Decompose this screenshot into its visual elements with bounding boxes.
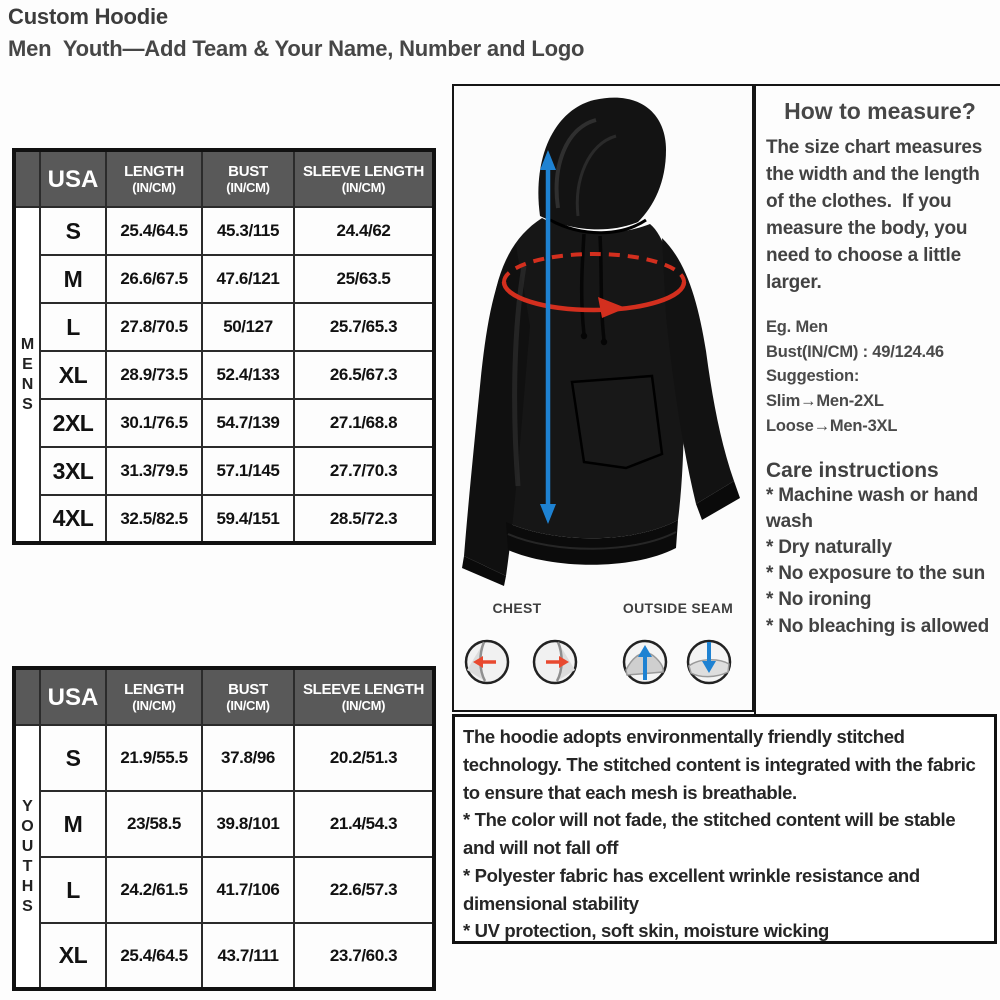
length-cell: 23/58.5	[106, 791, 202, 857]
bust-cell: 47.6/121	[202, 255, 294, 303]
hoodie-pocket	[572, 376, 662, 468]
chest-label: CHEST	[492, 600, 542, 616]
bust-cell: 50/127	[202, 303, 294, 351]
how-to-measure-body: The size chart measures the width and the length of the clothes. If you measure the body, you need to choose a little larger.	[766, 137, 988, 293]
column-header	[40, 150, 106, 207]
how-to-measure-heading: How to measure?	[784, 98, 976, 124]
group-label-letter: U	[21, 837, 34, 855]
group-label	[14, 725, 40, 989]
group-label-letter: S	[22, 395, 33, 413]
column-header-label: USA	[47, 683, 99, 711]
bust-cell: 41.7/106	[202, 857, 294, 923]
sleeve-cell: 27.7/70.3	[294, 447, 434, 495]
group-label-letter: O	[21, 817, 34, 835]
column-header-label: BUST	[228, 681, 268, 698]
size-row	[14, 791, 434, 857]
column-header-label: LENGTH	[124, 163, 184, 180]
column-header	[106, 668, 202, 725]
column-header-unit: (IN/CM)	[226, 698, 270, 713]
size-row	[14, 495, 434, 543]
column-header	[106, 150, 202, 207]
length-cell: 31.3/79.5	[106, 447, 202, 495]
group-label-letter: T	[22, 857, 33, 875]
bust-cell: 57.1/145	[202, 447, 294, 495]
black-hoodie-photo	[454, 86, 752, 592]
size-cell: L	[40, 857, 106, 923]
group-label	[14, 207, 40, 543]
group-label-letter: N	[21, 375, 34, 393]
description-line: The hoodie adopts environmentally friendly stitched technology. The stitched content is integrated with the fabric to ensure that each mesh is breathable.	[463, 726, 976, 803]
page-subtitle: Men Youth—Add Team & Your Name, Number and Logo	[8, 36, 585, 61]
care-item: * Dry naturally	[766, 537, 892, 558]
size-example-block	[766, 315, 994, 439]
sleeve-cell: 25.7/65.3	[294, 303, 434, 351]
column-header-label: USA	[47, 165, 99, 193]
sleeve-cell: 27.1/68.8	[294, 399, 434, 447]
bust-cell: 43.7/111	[202, 923, 294, 989]
sleeve-cell: 20.2/51.3	[294, 725, 434, 791]
care-item: * No bleaching is allowed	[766, 615, 990, 637]
column-header-label: SLEEVE LENGTH	[302, 681, 425, 698]
size-row	[14, 725, 434, 791]
length-cell: 30.1/76.5	[106, 399, 202, 447]
example-line: Slim→Men-2XL	[766, 392, 884, 411]
size-cell: XL	[40, 351, 106, 399]
youths-size-table	[12, 666, 436, 991]
group-header-cell	[14, 668, 40, 725]
measure-method-icons	[454, 620, 752, 710]
size-row	[14, 351, 434, 399]
column-header-label: SLEEVE LENGTH	[302, 163, 425, 180]
example-line: Suggestion:	[766, 367, 860, 386]
length-cell: 26.6/67.5	[106, 255, 202, 303]
size-table	[12, 666, 436, 991]
length-cell: 25.4/64.5	[106, 923, 202, 989]
description-line: * The color will not fade, the stitched content will be stable and will not fall off	[463, 809, 956, 858]
bust-cell: 52.4/133	[202, 351, 294, 399]
sleeve-cell: 25/63.5	[294, 255, 434, 303]
care-instructions-list	[766, 483, 994, 640]
size-cell: L	[40, 303, 106, 351]
column-header	[202, 150, 294, 207]
column-header	[202, 668, 294, 725]
size-cell: M	[40, 791, 106, 857]
description-line: * Polyester fabric has excellent wrinkle resistance and dimensional stability	[463, 864, 920, 914]
length-cell: 32.5/82.5	[106, 495, 202, 543]
size-row	[14, 399, 434, 447]
product-description-box	[452, 714, 997, 944]
description-line: * UV protection, soft skin, moisture wicking	[463, 920, 829, 942]
blue-arrow-up-fabric-circle-icon	[624, 641, 666, 683]
column-header-unit: (IN/CM)	[132, 698, 176, 713]
group-label-letter: S	[22, 897, 33, 915]
sleeve-cell: 28.5/72.3	[294, 495, 434, 543]
care-item: * No ironing	[766, 589, 872, 611]
group-label-letter: H	[21, 877, 34, 895]
group-label-letter: M	[20, 335, 35, 353]
group-header-cell	[14, 150, 40, 207]
size-cell: XL	[40, 923, 106, 989]
size-row	[14, 447, 434, 495]
group-label-letter: Y	[22, 797, 33, 815]
length-cell: 28.9/73.5	[106, 351, 202, 399]
bust-cell: 59.4/151	[202, 495, 294, 543]
length-cell: 27.8/70.5	[106, 303, 202, 351]
size-table	[12, 148, 436, 545]
example-line: Loose→Men-3XL	[766, 416, 898, 435]
size-row	[14, 857, 434, 923]
column-header-unit: (IN/CM)	[132, 180, 176, 195]
column-header-label: LENGTH	[124, 681, 184, 698]
example-line: Eg. Men	[766, 317, 828, 336]
column-header	[294, 668, 434, 725]
mens-size-table	[12, 148, 436, 545]
sleeve-cell: 24.4/62	[294, 207, 434, 255]
bust-cell: 45.3/115	[202, 207, 294, 255]
size-cell: 4XL	[40, 495, 106, 543]
red-arrow-left-fabric-circle-icon	[466, 641, 508, 683]
measure-diagram-panel	[452, 84, 754, 712]
column-header-unit: (IN/CM)	[341, 180, 386, 195]
red-arrow-right-fabric-circle-icon	[534, 641, 576, 683]
sleeve-cell: 26.5/67.3	[294, 351, 434, 399]
size-cell: S	[40, 725, 106, 791]
example-line: Bust(IN/CM) : 49/124.46	[766, 342, 944, 361]
size-row	[14, 255, 434, 303]
column-header-unit: (IN/CM)	[226, 180, 270, 195]
drawstring-tip	[581, 333, 587, 339]
care-item: * Machine wash or hand wash	[766, 484, 979, 532]
size-row	[14, 303, 434, 351]
column-header-label: BUST	[228, 163, 268, 180]
size-cell: M	[40, 255, 106, 303]
bust-cell: 54.7/139	[202, 399, 294, 447]
size-row	[14, 207, 434, 255]
length-cell: 24.2/61.5	[106, 857, 202, 923]
column-header	[40, 668, 106, 725]
group-label-letter: E	[22, 355, 33, 373]
drawstring-tip	[601, 339, 607, 345]
column-header	[294, 150, 434, 207]
length-cell: 21.9/55.5	[106, 725, 202, 791]
blue-arrow-down-fabric-circle-icon	[688, 641, 730, 683]
size-row	[14, 923, 434, 989]
sleeve-cell: 21.4/54.3	[294, 791, 434, 857]
care-instructions-heading: Care instructions	[766, 458, 939, 482]
column-header-unit: (IN/CM)	[341, 698, 386, 713]
size-cell: S	[40, 207, 106, 255]
size-cell: 2XL	[40, 399, 106, 447]
sleeve-cell: 22.6/57.3	[294, 857, 434, 923]
outside-seam-label: OUTSIDE SEAM	[622, 600, 734, 616]
sleeve-cell: 23.7/60.3	[294, 923, 434, 989]
bust-cell: 37.8/96	[202, 725, 294, 791]
bust-cell: 39.8/101	[202, 791, 294, 857]
how-to-measure-panel	[754, 84, 1000, 714]
length-cell: 25.4/64.5	[106, 207, 202, 255]
page-title: Custom Hoodie	[8, 4, 168, 29]
care-item: * No exposure to the sun	[766, 563, 986, 585]
size-cell: 3XL	[40, 447, 106, 495]
